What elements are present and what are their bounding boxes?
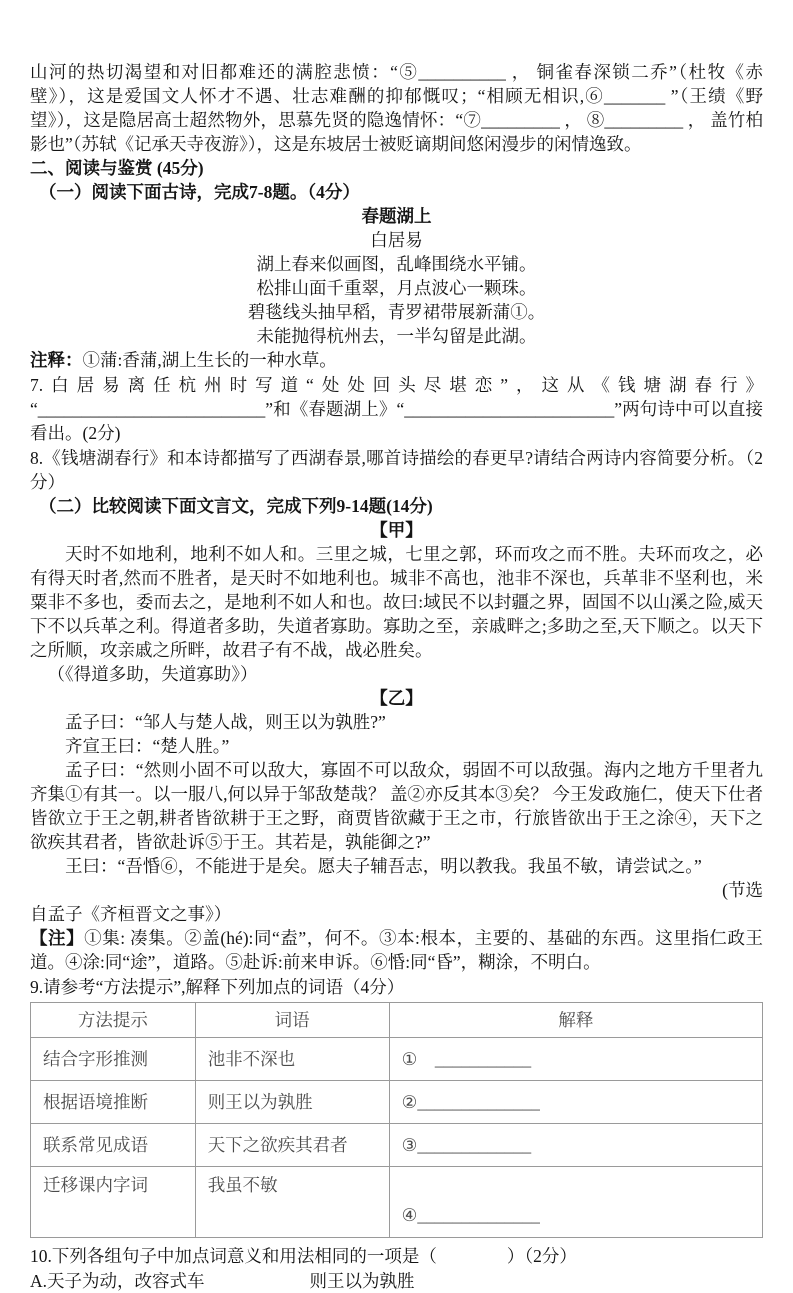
- yi-source-rest: 自孟子《齐桓晋文之事》）: [30, 904, 232, 924]
- section-heading: 二、阅读与鉴赏 (45分): [30, 158, 204, 178]
- table-cell-word: 池非不深也: [195, 1038, 389, 1081]
- yi-label: 【乙】: [370, 688, 423, 708]
- part2-heading: （二）比较阅读下面文言文，完成下列9-14题(14分): [39, 496, 433, 516]
- poem-line: 碧毯线头抽早稻，青罗裙带展新蒲①。: [247, 302, 546, 322]
- yi-dialogue-1: 孟子曰：“邹人与楚人战，则王以为孰胜?”: [65, 712, 386, 732]
- annotations: [30, 926, 763, 974]
- poem-author: 白居易: [370, 230, 423, 250]
- table-cell-blank: ③_____________: [389, 1124, 762, 1167]
- poem-title: 春题湖上: [361, 206, 432, 226]
- question-10-option-a: A.天子为动，改容式车 则王以为孰胜: [30, 1271, 415, 1291]
- poem-note: [30, 348, 763, 372]
- table-row: [31, 1038, 763, 1081]
- table-cell-word: 则王以为孰胜: [195, 1081, 389, 1124]
- table-row: [31, 1081, 763, 1124]
- jia-source: （《得道多助，失道寡助》）: [47, 664, 258, 684]
- yi-source-break: (节选: [722, 880, 763, 900]
- table-cell-blank: ④______________: [389, 1167, 762, 1238]
- table-header-word: 词语: [195, 1003, 389, 1038]
- question-8: 8.《钱塘湖春行》和本诗都描写了西湖春景,哪首诗描绘的春更早?请结合两诗内容简要分析。（2分）: [30, 448, 763, 492]
- annotations-label: 【注】: [30, 928, 85, 948]
- intro-paragraph: 山河的热切渴望和对旧都难还的满腔悲愤：“⑤__________ ， 铜雀春深锁二乔”（杜牧《赤壁》），这是爱国文人怀才不遇、壮志难酬的抑郁慨叹；“相顾无相识,⑥_______ ”（王绩《野望》），这是隐居高士超然物外，思慕先贤的隐逸情怀：“⑦_________ ， ⑧_________ ， 盖竹柏影也”（苏轼《记承天寺夜游》），这是东坡居士被贬谪期间悠闲漫步的闲情逸致。: [30, 62, 763, 154]
- jia-text: 天时不如地利，地利不如人和。三里之城，七里之郭，环而攻之而不胜。夫环而攻之，必有得天时者,然而不胜者，是天时不如地利也。城非不高也，池非不深也，兵革非不坚利也，米粟非不多也，委而去之，是地利不如人和也。故曰:域民不以封疆之界，固国不以山溪之险,威天下不以兵革之利。得道者多助，失道者寡助。寡助之至，亲戚畔之;多助之至,天下顺之。以天下之所顺，攻亲戚之所畔，故君子有不战，战必胜矣。: [30, 544, 763, 660]
- question-9: 9.请参考“方法提示”,解释下列加点的词语（4分）: [30, 977, 405, 997]
- table-header-row: [31, 1003, 763, 1038]
- table-cell-method: 根据语境推断: [31, 1081, 196, 1124]
- table-header-method: 方法提示: [31, 1003, 196, 1038]
- poem-line: 未能抛得杭州去，一半勾留是此湖。: [256, 326, 537, 346]
- table-row: [31, 1167, 763, 1238]
- part1-heading: （一）阅读下面古诗，完成7-8题。（4分）: [39, 182, 360, 202]
- table-cell-word: 我虽不敏: [195, 1167, 389, 1238]
- methods-table: [30, 1002, 763, 1238]
- poem-line: 湖上春来似画图，乱峰围绕水平铺。: [256, 254, 537, 274]
- table-cell-method: 联系常见成语: [31, 1124, 196, 1167]
- yi-dialogue-3: 孟子曰：“然则小固不可以敌大，寡固不可以敌众，弱固不可以敌强。海内之地方千里者九齐集①有其一。以一服八,何以异于邹敌楚哉？ 盖②亦反其本③矣？ 今王发政施仁，使天下仕者皆欲立于王之朝,耕者皆欲耕于王之野，商贾皆欲藏于王之市，行旅皆欲出于王之涂④，天下之欲疾其君者，皆欲赴诉⑤于王。其若是，孰能御之?”: [30, 760, 763, 852]
- poem: [30, 204, 763, 348]
- question-7: 7.白居易离任杭州时写道“处处回头尽堪恋”，这从《钱塘湖春行》“__________________________”和《春题湖上》“________________________”两句诗中可以直接看出。(2分): [30, 375, 763, 443]
- yi-dialogue-4: 王曰：“吾惛⑥，不能进于是矣。愿夫子辅吾志，明以教我。我虽不敏，请尝试之。”: [65, 856, 702, 876]
- annotations-text: ①集: 凑集。②盖(hé):同“盍”，何不。③本:根本，主要的、基础的东西。这里指仁政王道。④涂:同“途”，道路。⑤赴诉:前来申诉。⑥惛:同“昏”，糊涂，不明白。: [30, 928, 763, 972]
- table-cell-method: 结合字形推测: [31, 1038, 196, 1081]
- question-10: 10.下列各组句子中加点词意义和用法相同的一项是（ ）（2分）: [30, 1246, 577, 1266]
- poem-line: 松排山面千重翠，月点波心一颗珠。: [256, 278, 537, 298]
- jia-label: 【甲】: [370, 520, 423, 540]
- yi-dialogue-2: 齐宣王曰：“楚人胜。”: [65, 736, 230, 756]
- table-cell-word: 天下之欲疾其君者: [195, 1124, 389, 1167]
- poem-note-text: ①蒲:香蒲,湖上生长的一种水草。: [82, 350, 337, 370]
- table-header-explain: 解释: [389, 1003, 762, 1038]
- poem-note-label: 注释：: [30, 350, 83, 370]
- table-row: [31, 1124, 763, 1167]
- table-cell-blank: ②______________: [389, 1081, 762, 1124]
- table-cell-method: 迁移课内字词: [31, 1167, 196, 1238]
- table-cell-blank: ① ___________: [389, 1038, 762, 1081]
